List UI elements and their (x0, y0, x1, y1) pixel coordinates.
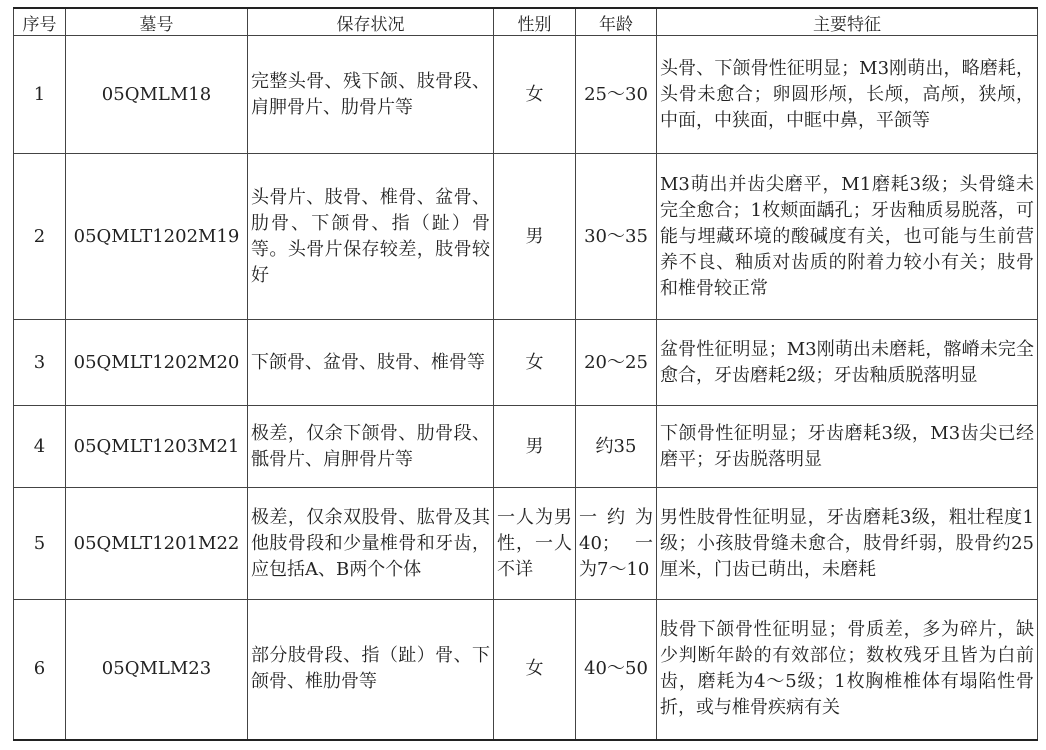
header-preservation: 保存状况 (248, 8, 494, 36)
cell-sex: 女 (494, 36, 576, 154)
cell-preservation: 极差，仅余下颌骨、肋骨段、骶骨片、肩胛骨片等 (248, 406, 494, 488)
cell-sex: 一人为男性，一人不详 (494, 488, 576, 600)
cell-features: 肢骨下颌骨性征明显；骨质差，多为碎片，缺少判断年龄的有效部位；数枚残牙且皆为白前齿，磨耗为4～5级；1枚胸椎椎体有塌陷性骨折，或与椎骨疾病有关 (657, 600, 1038, 740)
header-tomb: 墓号 (66, 8, 248, 36)
cell-tomb: 05QMLT1202M19 (66, 154, 248, 320)
cell-age: 30～35 (576, 154, 657, 320)
header-features: 主要特征 (657, 8, 1038, 36)
cell-sex: 男 (494, 154, 576, 320)
cell-age: 一约为40；一为7～10 (576, 488, 657, 600)
cell-preservation: 部分肢骨段、指（趾）骨、下颌骨、椎肋骨等 (248, 600, 494, 740)
header-age: 年龄 (576, 8, 657, 36)
cell-features: 下颌骨性征明显；牙齿磨耗3级，M3齿尖已经磨平；牙齿脱落明显 (657, 406, 1038, 488)
cell-preservation: 头骨片、肢骨、椎骨、盆骨、肋骨、下颌骨、指（趾）骨等。头骨片保存较差，肢骨较好 (248, 154, 494, 320)
header-row (14, 8, 1038, 36)
cell-no: 5 (14, 488, 66, 600)
table-row (14, 36, 1038, 154)
cell-tomb: 05QMLT1201M22 (66, 488, 248, 600)
cell-tomb: 05QMLM23 (66, 600, 248, 740)
cell-features: M3萌出并齿尖磨平，M1磨耗3级；头骨缝未完全愈合；1枚颊面龋孔；牙齿釉质易脱落，可能与埋藏环境的酸碱度有关，也可能与生前营养不良、釉质对齿质的附着力较小有关；肢骨和椎骨较正常 (657, 154, 1038, 320)
cell-age: 25～30 (576, 36, 657, 154)
cell-preservation: 完整头骨、残下颌、肢骨段、肩胛骨片、肋骨片等 (248, 36, 494, 154)
table-row (14, 600, 1038, 740)
cell-sex: 男 (494, 406, 576, 488)
cell-no: 4 (14, 406, 66, 488)
table-row (14, 488, 1038, 600)
table-row (14, 154, 1038, 320)
cell-age: 40～50 (576, 600, 657, 740)
cell-sex: 女 (494, 600, 576, 740)
cell-features: 男性肢骨性征明显，牙齿磨耗3级，粗壮程度1级；小孩肢骨缝未愈合，肢骨纤弱，股骨约25厘米，门齿已萌出，未磨耗 (657, 488, 1038, 600)
cell-preservation: 极差，仅余双股骨、肱骨及其他肢骨段和少量椎骨和牙齿，应包括A、B两个个体 (248, 488, 494, 600)
cell-tomb: 05QMLT1203M21 (66, 406, 248, 488)
burial-remains-table (13, 7, 1038, 741)
cell-age: 20～25 (576, 320, 657, 406)
cell-features: 盆骨性征明显；M3刚萌出未磨耗，髂嵴未完全愈合，牙齿磨耗2级；牙齿釉质脱落明显 (657, 320, 1038, 406)
cell-no: 1 (14, 36, 66, 154)
header-sex: 性别 (494, 8, 576, 36)
cell-features: 头骨、下颌骨性征明显；M3刚萌出，略磨耗，头骨未愈合；卵圆形颅，长颅，高颅，狭颅，中面，中狭面，中眶中鼻，平颌等 (657, 36, 1038, 154)
cell-no: 2 (14, 154, 66, 320)
cell-tomb: 05QMLT1202M20 (66, 320, 248, 406)
cell-no: 3 (14, 320, 66, 406)
cell-preservation: 下颌骨、盆骨、肢骨、椎骨等 (248, 320, 494, 406)
cell-tomb: 05QMLM18 (66, 36, 248, 154)
cell-age: 约35 (576, 406, 657, 488)
table-row (14, 406, 1038, 488)
cell-no: 6 (14, 600, 66, 740)
table-row (14, 320, 1038, 406)
header-no: 序号 (14, 8, 66, 36)
cell-sex: 女 (494, 320, 576, 406)
